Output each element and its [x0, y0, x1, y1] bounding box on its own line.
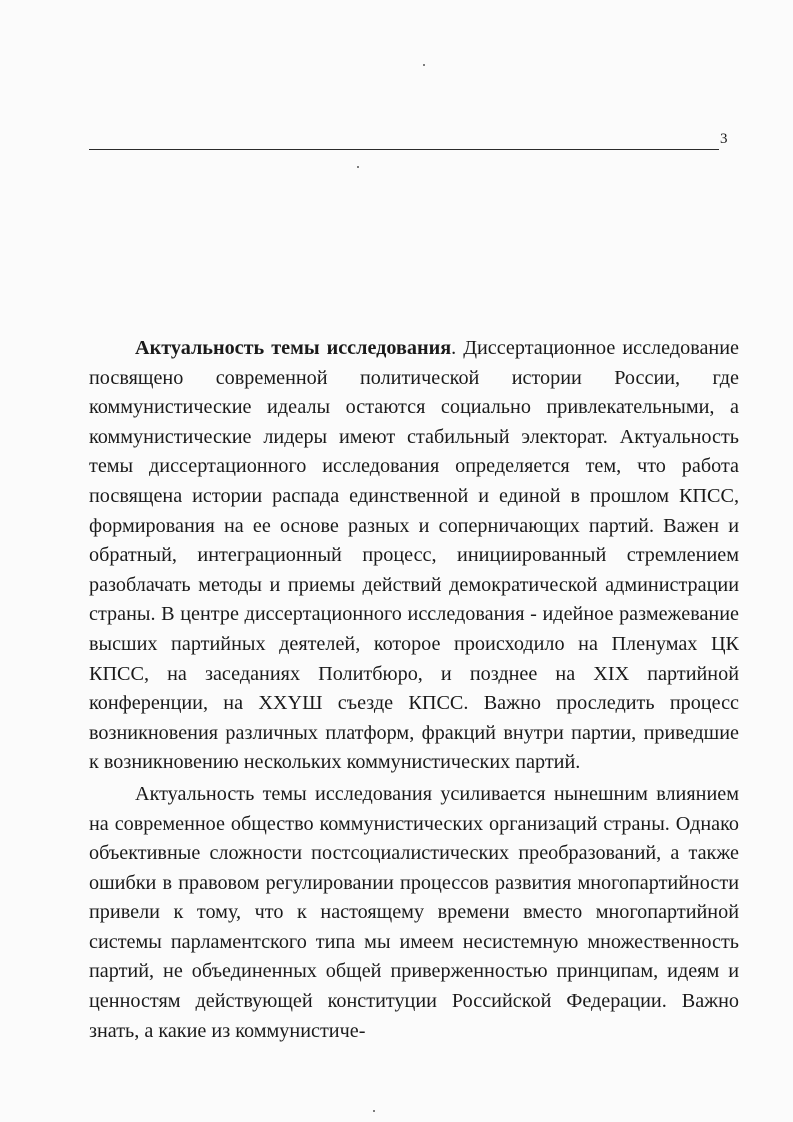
- scan-speck: [357, 166, 359, 168]
- scan-speck: [373, 1110, 375, 1112]
- paragraph: [89, 334, 739, 778]
- paragraph: [89, 780, 739, 1046]
- body-text: [89, 334, 739, 1046]
- page-number: 3: [720, 131, 728, 147]
- scan-speck: [423, 64, 425, 66]
- paragraph-text: Актуальность темы исследования усиливается нынешним влиянием на современное общество коммунистических организаций страны. Однако объективные сложности постсоциалистических преобразований, а также ошибки в правовом регулировании процессов развития многопартийности привели к тому, что к настоящему времени вместо многопартийной системы парламентского типа мы имеем несистемную множественность партий, не объединенных общей приверженностью принципам, идеям и ценностям действующей конституции Российской Федерации. Важно знать, а какие из коммунистиче-: [89, 782, 739, 1042]
- paragraph-lead: Актуальность темы исследования: [135, 337, 452, 359]
- paragraph-text: . Диссертационное исследование посвящено современной политической истории России, где коммунистические идеалы остаются социально привлекательными, а коммунистические лидеры имеют стабильный электорат. Актуальность темы диссертационного исследования определяется тем, что работа посвящена истории распада единственной и единой в прошлом КПСС, формирования на ее основе разных и соперничающих партий. Важен и обратный, интеграционный процесс, инициированный стремлением разоблачать методы и приемы действий демократической администрации страны. В центре диссертационного исследования - идейное размежевание высших партийных деятелей, которое происходило на Пленумах ЦК КПСС, на заседаниях Политбюро, и позднее на XIX партийной конференции, на XXYШ съезде КПСС. Важно проследить процесс возникновения различных платформ, фракций внутри партии, приведшие к возникновению нескольких коммунистических партий.: [89, 337, 739, 774]
- header-rule: [89, 149, 719, 150]
